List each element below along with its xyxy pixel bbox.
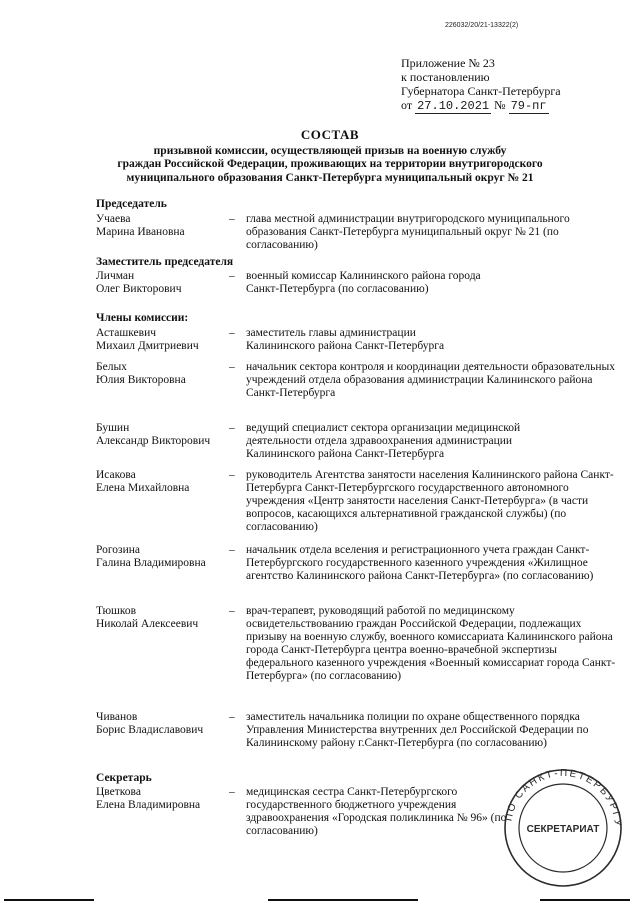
person-dash: – xyxy=(229,422,235,434)
person-given-name: Михаил Дмитриевич xyxy=(96,340,199,352)
title-main: СОСТАВ xyxy=(300,127,360,142)
person-name xyxy=(96,786,231,812)
bottom-rule-center xyxy=(268,899,418,901)
person-role: ведущий специалист сектора организации медицинской деятельности отдела здравоохранения администрации Калининского района Санкт-Петербурга xyxy=(246,422,521,460)
appendix-line-1: Приложение № 23 xyxy=(401,56,495,70)
person-dash: – xyxy=(229,213,235,225)
person-given-name: Николай Алексеевич xyxy=(96,618,199,630)
appendix-date-line xyxy=(401,98,561,113)
bottom-rule-left xyxy=(4,899,94,901)
date-prefix: от xyxy=(401,98,413,112)
person-name xyxy=(96,327,231,353)
title-line-2: граждан Российской Федерации, проживающих на территории внутригородского xyxy=(117,158,543,170)
document-title xyxy=(60,128,600,185)
person-given-name: Александр Викторович xyxy=(96,435,211,447)
person-name xyxy=(96,605,231,631)
person-dash: – xyxy=(229,469,235,481)
person-dash: – xyxy=(229,786,235,798)
person-surname: Белых xyxy=(96,361,127,373)
document-number: 226032/20/21-13322(2) xyxy=(445,22,519,29)
person-dash: – xyxy=(229,327,235,339)
appendix-block xyxy=(401,56,561,113)
person-name xyxy=(96,711,231,737)
person-role: врач-терапевт, руководящий работой по медицинскому освидетельствованию граждан Российской Федерации, подлежащих призыву на военную службу, военного комиссариата Калининского района города Санкт-Петербурга центра военно-врачебной экспертизы федерального казенного учреждения «Военный комиссариат города Санкт-Петербурга» (по согласованию) xyxy=(246,605,616,682)
section-secretary: Секретарь xyxy=(96,772,152,784)
person-given-name: Марина Ивановна xyxy=(96,226,185,238)
person-role: заместитель начальника полиции по охране общественного порядка Управления Министерства внутренних дел Российской Федерации по Калининскому району г.Санкт-Петербурга (по согласованию) xyxy=(246,711,589,749)
person-surname: Чиванов xyxy=(96,711,138,723)
person-role: руководитель Агентства занятости населения Калининского района Санкт-Петербурга Санкт-Петербургского государственного автономного учреждения «Центр занятости населения Санкт-Петербурга» (в части вопросов, касающихся альтернативной гражданской службы) (по согласованию) xyxy=(246,469,614,533)
person-name xyxy=(96,469,231,495)
bottom-rule-right xyxy=(540,899,630,901)
stamp-center-text: СЕКРЕТАРИАТ xyxy=(526,824,600,835)
person-dash: – xyxy=(229,544,235,556)
person-role: военный комиссар Калининского района города Санкт-Петербурга (по согласованию) xyxy=(246,270,481,295)
person-surname: Рогозина xyxy=(96,544,140,556)
appendix-line-3: Губернатора Санкт-Петербурга xyxy=(401,84,561,98)
title-line-3: муниципального образования Санкт-Петербурга муниципальный округ № 21 xyxy=(126,171,534,184)
person-role: глава местной администрации внутригородского муниципального образования Санкт-Петербурга муниципальный округ № 21 (по согласованию) xyxy=(246,213,570,251)
person-surname: Бушин xyxy=(96,422,130,434)
person-role: заместитель главы администрации Калининского района Санкт-Петербурга xyxy=(246,327,445,352)
official-stamp xyxy=(498,768,628,888)
person-given-name: Елена Владимировна xyxy=(96,799,201,811)
person-name xyxy=(96,422,231,448)
person-given-name: Олег Викторович xyxy=(96,283,182,295)
section-chairman: Председатель xyxy=(96,198,167,210)
person-dash: – xyxy=(229,711,235,723)
person-role: начальник отдела вселения и регистрационного учета граждан Санкт-Петербургского государственного казенного учреждения «Жилищное агентство Калининского района Санкт-Петербурга» (по согласованию) xyxy=(246,544,594,582)
date-value: 27.10.2021 xyxy=(417,99,490,113)
person-surname: Асташкевич xyxy=(96,327,157,339)
person-given-name: Юлия Викторовна xyxy=(96,374,186,386)
person-surname: Учаева xyxy=(96,213,131,225)
person-surname: Тюшков xyxy=(96,605,137,617)
appendix-line-2: к постановлению xyxy=(401,70,490,84)
person-surname: Исакова xyxy=(96,469,136,481)
section-deputy: Заместитель председателя xyxy=(96,256,234,268)
person-given-name: Елена Михайловна xyxy=(96,482,190,494)
person-surname: Цветкова xyxy=(96,786,141,798)
section-members: Члены комиссии: xyxy=(96,312,189,324)
person-role: медицинская сестра Санкт-Петербургского государственного бюджетного учреждения здравоохранения «Городская поликлиника № 96» (по согласованию) xyxy=(246,786,507,837)
person-name xyxy=(96,361,231,387)
person-dash: – xyxy=(229,605,235,617)
person-given-name: Галина Владимировна xyxy=(96,557,206,569)
person-name xyxy=(96,270,231,296)
person-dash: – xyxy=(229,361,235,373)
person-name xyxy=(96,213,231,239)
person-surname: Личман xyxy=(96,270,135,282)
person-given-name: Борис Владиславович xyxy=(96,724,204,736)
person-name xyxy=(96,544,231,570)
person-role: начальник сектора контроля и координации деятельности образовательных учреждений отдела образования администрации Калининского района Санкт-Петербурга xyxy=(246,361,615,399)
number-value: 79-пг xyxy=(510,99,547,113)
title-line-1: призывной комиссии, осуществляющей призыв на военную службу xyxy=(153,144,507,157)
stamp-ring-text: ПО САНКТ-ПЕТЕРБУРГУ xyxy=(503,768,624,829)
number-prefix: № xyxy=(494,98,506,112)
person-dash: – xyxy=(229,270,235,282)
